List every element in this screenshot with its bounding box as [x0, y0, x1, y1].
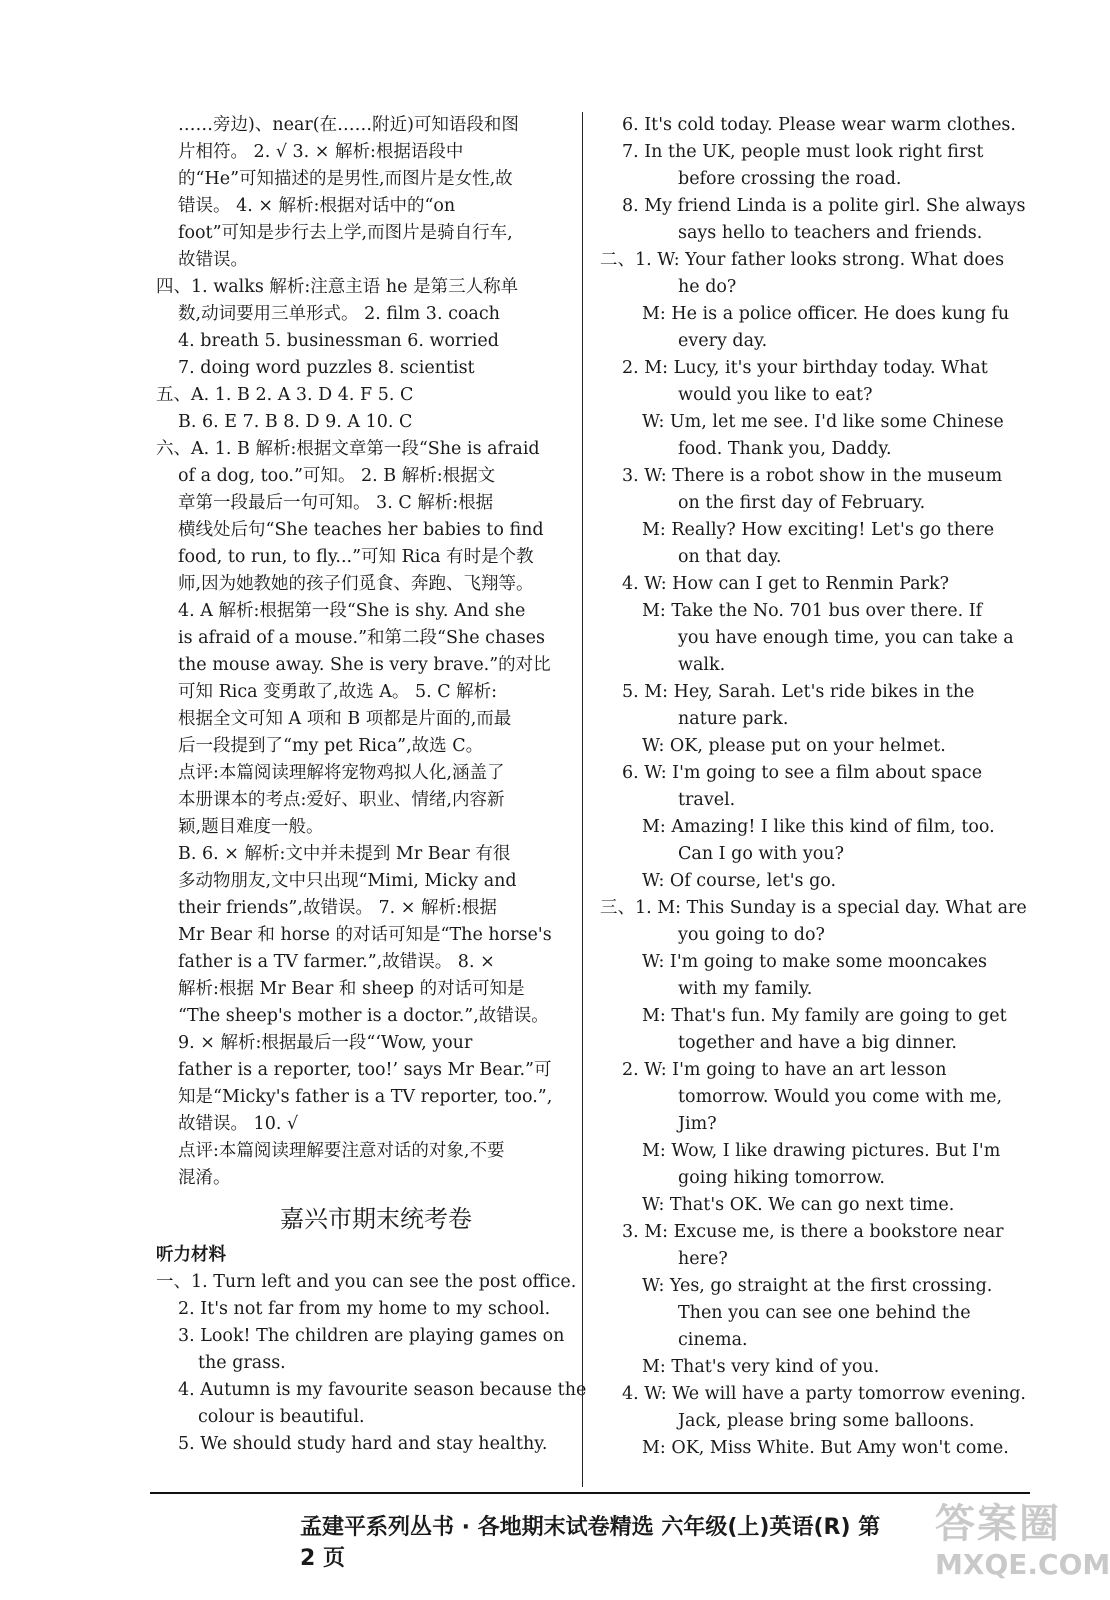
- left-column: [156, 112, 596, 1458]
- text-line: M: That's very kind of you.: [642, 1357, 880, 1377]
- text-line: M: That's fun. My family are going to get: [642, 1006, 1007, 1026]
- text-line: travel.: [678, 790, 736, 810]
- text-line: 可知 Rica 变勇敢了,故选 A。 5. C 解析:: [178, 682, 498, 702]
- text-line: 8. My friend Linda is a polite girl. She always: [622, 196, 1026, 216]
- text-line: here?: [678, 1249, 728, 1269]
- text-line: 4. breath 5. businessman 6. worried: [178, 331, 499, 351]
- watermark-top: 答案圈: [935, 1501, 1061, 1547]
- text-line: 7. In the UK, people must look right first: [622, 142, 984, 162]
- text-line: 2. It's not far from my home to my school.: [178, 1299, 551, 1319]
- text-line: Can I go with you?: [678, 844, 844, 864]
- text-line: 6. It's cold today. Please wear warm clothes.: [622, 115, 1016, 135]
- text-line: 本册课本的考点:爱好、职业、情绪,内容新: [178, 790, 505, 810]
- text-line: M: Take the No. 701 bus over there. If: [642, 601, 983, 621]
- watermark-logo: [935, 1500, 1110, 1595]
- text-line: Jim?: [678, 1114, 717, 1134]
- text-line: 知是“Micky's father is a TV reporter, too.”,: [178, 1087, 553, 1107]
- text-line: 6. W: I'm going to see a film about space: [622, 763, 983, 783]
- text-line: food. Thank you, Daddy.: [678, 439, 892, 459]
- page-footer: 孟建平系列丛书 · 各地期末试卷精选 六年级(上)英语(R) 第 2 页: [300, 1515, 881, 1571]
- left-listening-lines: [156, 1269, 596, 1458]
- text-line: W: I'm going to make some mooncakes: [642, 952, 988, 972]
- text-line: 解析:根据 Mr Bear 和 sheep 的对话可知是: [178, 979, 525, 999]
- text-line: 4. W: We will have a party tomorrow evening.: [622, 1384, 1026, 1404]
- text-line: Mr Bear 和 horse 的对话可知是“The horse's: [178, 925, 552, 945]
- text-line: 混淆。: [178, 1168, 231, 1188]
- section-title: 嘉兴市期末统考卷: [280, 1205, 472, 1233]
- text-line: B. 6. E 7. B 8. D 9. A 10. C: [178, 412, 413, 432]
- text-line: 章第一段最后一句可知。 3. C 解析:根据: [178, 493, 494, 513]
- text-line: 二、1. W: Your father looks strong. What does: [600, 250, 1005, 270]
- text-line: B. 6. × 解析:文中并未提到 Mr Bear 有很: [178, 844, 511, 864]
- text-line: 颖,题目难度一般。: [178, 817, 324, 837]
- text-line: 四、1. walks 解析:注意主语 he 是第三人称单: [156, 277, 519, 297]
- text-line: Then you can see one behind the: [678, 1303, 971, 1323]
- text-line: M: Really? How exciting! Let's go there: [642, 520, 995, 540]
- text-line: W: Yes, go straight at the first crossing.: [642, 1276, 993, 1296]
- text-line: 4. W: How can I get to Renmin Park?: [622, 574, 949, 594]
- text-line: 三、1. M: This Sunday is a special day. What are: [600, 898, 1027, 918]
- text-line: cinema.: [678, 1330, 748, 1350]
- listening-heading: 听力材料: [156, 1245, 226, 1265]
- text-line: of a dog, too.”可知。 2. B 解析:根据文: [178, 466, 496, 486]
- text-line: 9. × 解析:根据最后一段“‘Wow, your: [178, 1033, 473, 1053]
- text-line: walk.: [678, 655, 726, 675]
- text-line: 点评:本篇阅读理解将宠物鸡拟人化,涵盖了: [178, 763, 505, 783]
- text-line: 多动物朋友,文中只出现“Mimi, Micky and: [178, 871, 517, 891]
- text-line: 点评:本篇阅读理解要注意对话的对象,不要: [178, 1141, 505, 1161]
- text-line: W: That's OK. We can go next time.: [642, 1195, 955, 1215]
- text-line: you have enough time, you can take a: [678, 628, 1014, 648]
- text-line: M: Amazing! I like this kind of film, too.: [642, 817, 995, 837]
- text-line: food, to run, to fly...”可知 Rica 有时是个教: [178, 547, 534, 567]
- watermark-bottom: MXQE.COM: [935, 1548, 1110, 1581]
- right-listening-lines: [600, 112, 1050, 1462]
- text-line: together and have a big dinner.: [678, 1033, 957, 1053]
- text-line: 4. A 解析:根据第一段“She is shy. And she: [178, 601, 526, 621]
- text-line: is afraid of a mouse.”和第二段“She chases: [178, 628, 545, 648]
- text-line: 错误。 4. × 解析:根据对话中的“on: [178, 196, 456, 216]
- text-line: W: Of course, let's go.: [642, 871, 837, 891]
- text-line: 故错误。: [178, 250, 248, 270]
- text-line: he do?: [678, 277, 737, 297]
- column-divider: [582, 112, 583, 1487]
- text-line: 3. W: There is a robot show in the museum: [622, 466, 1003, 486]
- text-line: going hiking tomorrow.: [678, 1168, 885, 1188]
- text-line: on the first day of February.: [678, 493, 926, 513]
- text-line: father is a TV farmer.”,故错误。 8. ×: [178, 952, 495, 972]
- text-line: ……旁边)、near(在……附近)可知语段和图: [178, 115, 519, 135]
- text-line: M: He is a police officer. He does kung fu: [642, 304, 1010, 324]
- text-line: W: Um, let me see. I'd like some Chinese: [642, 412, 1004, 432]
- text-line: 3. M: Excuse me, is there a bookstore near: [622, 1222, 1004, 1242]
- text-line: with my family.: [678, 979, 813, 999]
- text-line: before crossing the road.: [678, 169, 902, 189]
- text-line: 2. M: Lucy, it's your birthday today. What: [622, 358, 988, 378]
- text-line: W: OK, please put on your helmet.: [642, 736, 946, 756]
- text-line: you going to do?: [678, 925, 825, 945]
- text-line: every day.: [678, 331, 768, 351]
- text-line: father is a reporter, too!’ says Mr Bear.”可: [178, 1060, 552, 1080]
- text-line: M: Wow, I like drawing pictures. But I'm: [642, 1141, 1001, 1161]
- text-line: 的“He”可知描述的是男性,而图片是女性,故: [178, 169, 513, 189]
- text-line: 数,动词要用三单形式。 2. film 3. coach: [178, 304, 500, 324]
- text-line: tomorrow. Would you come with me,: [678, 1087, 1003, 1107]
- text-line: nature park.: [678, 709, 789, 729]
- text-line: 2. W: I'm going to have an art lesson: [622, 1060, 947, 1080]
- text-line: 7. doing word puzzles 8. scientist: [178, 358, 475, 378]
- text-line: 一、1. Turn left and you can see the post office.: [156, 1272, 577, 1292]
- footer-rule: [150, 1492, 1030, 1494]
- text-line: says hello to teachers and friends.: [678, 223, 983, 243]
- text-line: “The sheep's mother is a doctor.”,故错误。: [178, 1006, 549, 1026]
- left-answer-lines: [156, 112, 596, 1192]
- text-line: M: OK, Miss White. But Amy won't come.: [642, 1438, 1009, 1458]
- text-line: 5. M: Hey, Sarah. Let's ride bikes in the: [622, 682, 975, 702]
- text-line: on that day.: [678, 547, 782, 567]
- text-line: 3. Look! The children are playing games on: [178, 1326, 565, 1346]
- text-line: 五、A. 1. B 2. A 3. D 4. F 5. C: [156, 385, 414, 405]
- text-line: Jack, please bring some balloons.: [678, 1411, 975, 1431]
- text-line: 5. We should study hard and stay healthy.: [178, 1434, 548, 1454]
- text-line: the mouse away. She is very brave.”的对比: [178, 655, 551, 675]
- text-line: foot”可知是步行去上学,而图片是骑自行车,: [178, 223, 513, 243]
- text-line: 师,因为她教她的孩子们觅食、奔跑、飞翔等。: [178, 574, 534, 594]
- text-line: the grass.: [198, 1353, 286, 1373]
- text-line: colour is beautiful.: [198, 1407, 365, 1427]
- text-line: 根据全文可知 A 项和 B 项都是片面的,而最: [178, 709, 512, 729]
- text-line: 故错误。 10. √: [178, 1114, 299, 1134]
- text-line: 片相符。 2. √ 3. × 解析:根据语段中: [178, 142, 464, 162]
- text-line: would you like to eat?: [678, 385, 873, 405]
- text-line: 六、A. 1. B 解析:根据文章第一段“She is afraid: [156, 439, 540, 459]
- right-column: [600, 112, 1050, 1462]
- text-line: their friends”,故错误。 7. × 解析:根据: [178, 898, 497, 918]
- text-line: 横线处后句“She teaches her babies to find: [178, 520, 544, 540]
- text-line: 后一段提到了“my pet Rica”,故选 C。: [178, 736, 484, 756]
- text-line: 4. Autumn is my favourite season because the: [178, 1380, 587, 1400]
